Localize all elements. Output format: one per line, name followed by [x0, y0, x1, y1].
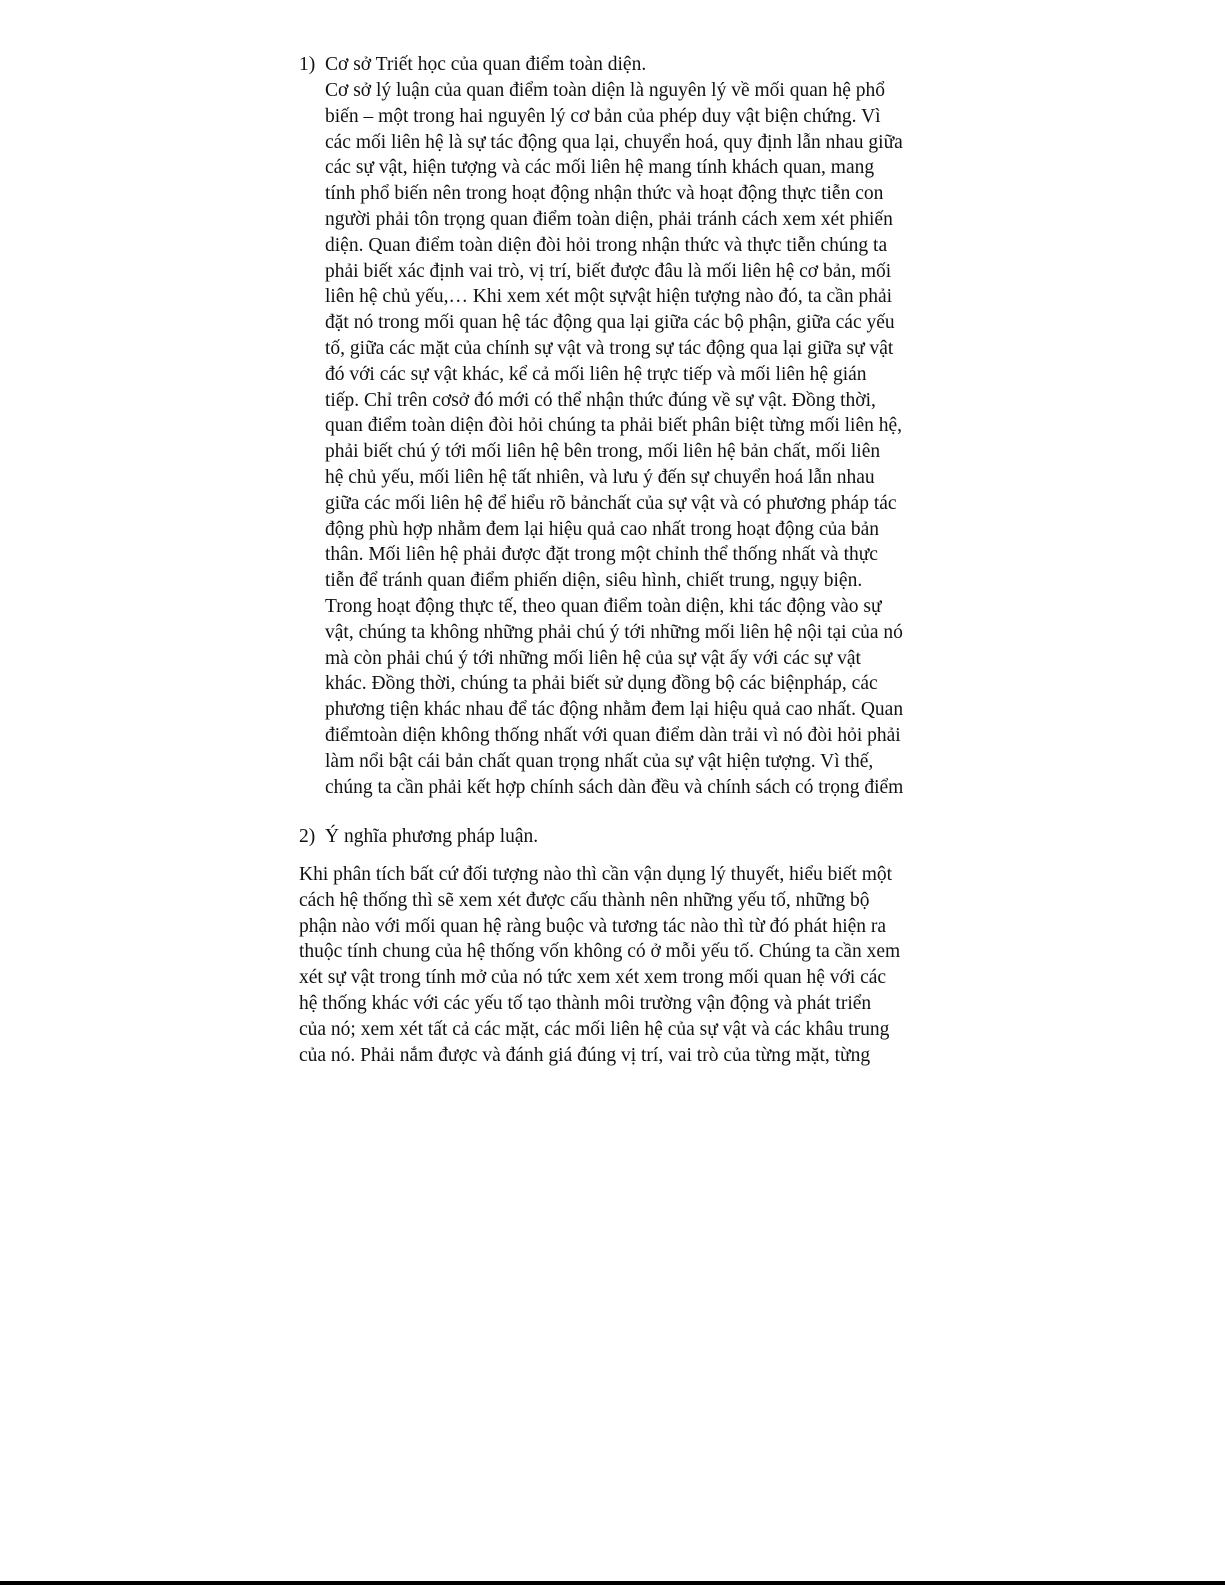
- body-line: vật, chúng ta không những phải chú ý tới những mối liên hệ nội tại của nó: [325, 621, 903, 643]
- body-line: hệ chủ yếu, mối liên hệ tất nhiên, và lưu ý đến sự chuyển hoá lẫn nhau: [325, 466, 875, 488]
- section-body: [299, 862, 959, 1068]
- body-line: phận nào với mối quan hệ ràng buộc và tương tác nào thì từ đó phát hiện ra: [299, 915, 887, 937]
- body-line: giữa các mối liên hệ để hiểu rõ bảnchất của sự vật và có phương pháp tác: [325, 492, 897, 514]
- body-line: quan điểm toàn diện đòi hỏi chúng ta phải biết phân biệt từng mối liên hệ,: [325, 415, 903, 437]
- body-line: các sự vật, hiện tượng và các mối liên hệ mang tính khách quan, mang: [325, 157, 875, 179]
- body-line: Khi phân tích bất cứ đối tượng nào thì cần vận dụng lý thuyết, hiểu biết một: [299, 864, 893, 885]
- body-line: tính phổ biến nên trong hoạt động nhận thức và hoạt động thực tiễn con: [325, 183, 884, 205]
- body-line: cách hệ thống thì sẽ xem xét được cấu thành nên những yếu tố, những bộ: [299, 889, 870, 911]
- body-line: Cơ sở lý luận của quan điểm toàn diện là nguyên lý về mối quan hệ phổ: [325, 80, 886, 101]
- body-line: tiễn để tránh quan điểm phiến diện, siêu hình, chiết trung, ngụy biện.: [325, 570, 863, 592]
- body-line: đặt nó trong mối quan hệ tác động qua lại giữa các bộ phận, giữa các yếu: [325, 312, 895, 334]
- body-line: phải biết xác định vai trò, vị trí, biết được đâu là mối liên hệ cơ bản, mối: [325, 260, 892, 282]
- body-line: đó với các sự vật khác, kể cả mối liên hệ trực tiếp và mối liên hệ gián: [325, 363, 867, 385]
- body-line: chúng ta cần phải kết hợp chính sách dàn đều và chính sách có trọng điểm: [325, 776, 904, 798]
- body-line: xét sự vật trong tính mở của nó tức xem xét xem trong mối quan hệ với các: [299, 967, 887, 989]
- section-methodological-meaning: [299, 824, 959, 1068]
- body-line: mà còn phải chú ý tới những mối liên hệ của sự vật ấy với các sự vật: [325, 647, 861, 669]
- body-line: biến – một trong hai nguyên lý cơ bản của phép duy vật biện chứng. Vì: [325, 105, 881, 127]
- section-body: [325, 78, 959, 800]
- section-number: 2): [299, 826, 316, 847]
- body-line: thuộc tính chung của hệ thống vốn không có ở mỗi yếu tố. Chúng ta cần xem: [299, 941, 901, 963]
- body-line: phương tiện khác nhau để tác động nhằm đem lại hiệu quả cao nhất. Quan: [325, 699, 904, 721]
- body-line: diện. Quan điểm toàn diện đòi hỏi trong nhận thức và thực tiễn chúng ta: [325, 234, 888, 256]
- body-line: khác. Đồng thời, chúng ta phải biết sử dụng đồng bộ các biệnpháp, các: [325, 673, 878, 695]
- section-heading: [299, 52, 959, 78]
- body-line: của nó; xem xét tất cả các mặt, các mối liên hệ của sự vật và các khâu trung: [299, 1018, 890, 1040]
- body-line: tố, giữa các mặt của chính sự vật và trong sự tác động qua lại giữa sự vật: [325, 337, 894, 359]
- body-line: Trong hoạt động thực tế, theo quan điểm toàn diện, khi tác động vào sự: [325, 595, 882, 617]
- section-number: 1): [299, 54, 316, 75]
- body-line: làm nổi bật cái bản chất quan trọng nhất của sự vật hiện tượng. Vì thế,: [325, 750, 874, 772]
- page-bottom-border: [0, 1581, 1225, 1585]
- body-line: hệ thống khác với các yếu tố tạo thành môi trường vận động và phát triển: [299, 992, 872, 1014]
- body-line: của nó. Phải nắm được và đánh giá đúng vị trí, vai trò của từng mặt, từng: [299, 1044, 871, 1066]
- body-line: điểmtoàn diện không thống nhất với quan điểm dàn trải vì nó đòi hỏi phải: [325, 724, 901, 746]
- section-title: Ý nghĩa phương pháp luận.: [325, 826, 539, 847]
- body-line: người phải tôn trọng quan điểm toàn diện, phải tránh cách xem xét phiến: [325, 208, 893, 230]
- body-line: động phù hợp nhằm đem lại hiệu quả cao nhất trong hoạt động của bản: [325, 518, 880, 540]
- section-philosophical-basis: [299, 52, 959, 800]
- body-line: tiếp. Chỉ trên cơsở đó mới có thể nhận thức đúng về sự vật. Đồng thời,: [325, 389, 876, 411]
- body-line: phải biết chú ý tới mối liên hệ bên trong, mối liên hệ bản chất, mối liên: [325, 441, 881, 463]
- body-line: các mối liên hệ là sự tác động qua lại, chuyển hoá, quy định lẫn nhau giữa: [325, 131, 903, 153]
- section-title: Cơ sở Triết học của quan điểm toàn diện.: [325, 54, 647, 75]
- body-line: thân. Mối liên hệ phải được đặt trong một chỉnh thể thống nhất và thực: [325, 544, 878, 566]
- body-line: liên hệ chủ yếu,… Khi xem xét một sựvật hiện tượng nào đó, ta cần phải: [325, 286, 893, 308]
- section-heading: [299, 824, 959, 850]
